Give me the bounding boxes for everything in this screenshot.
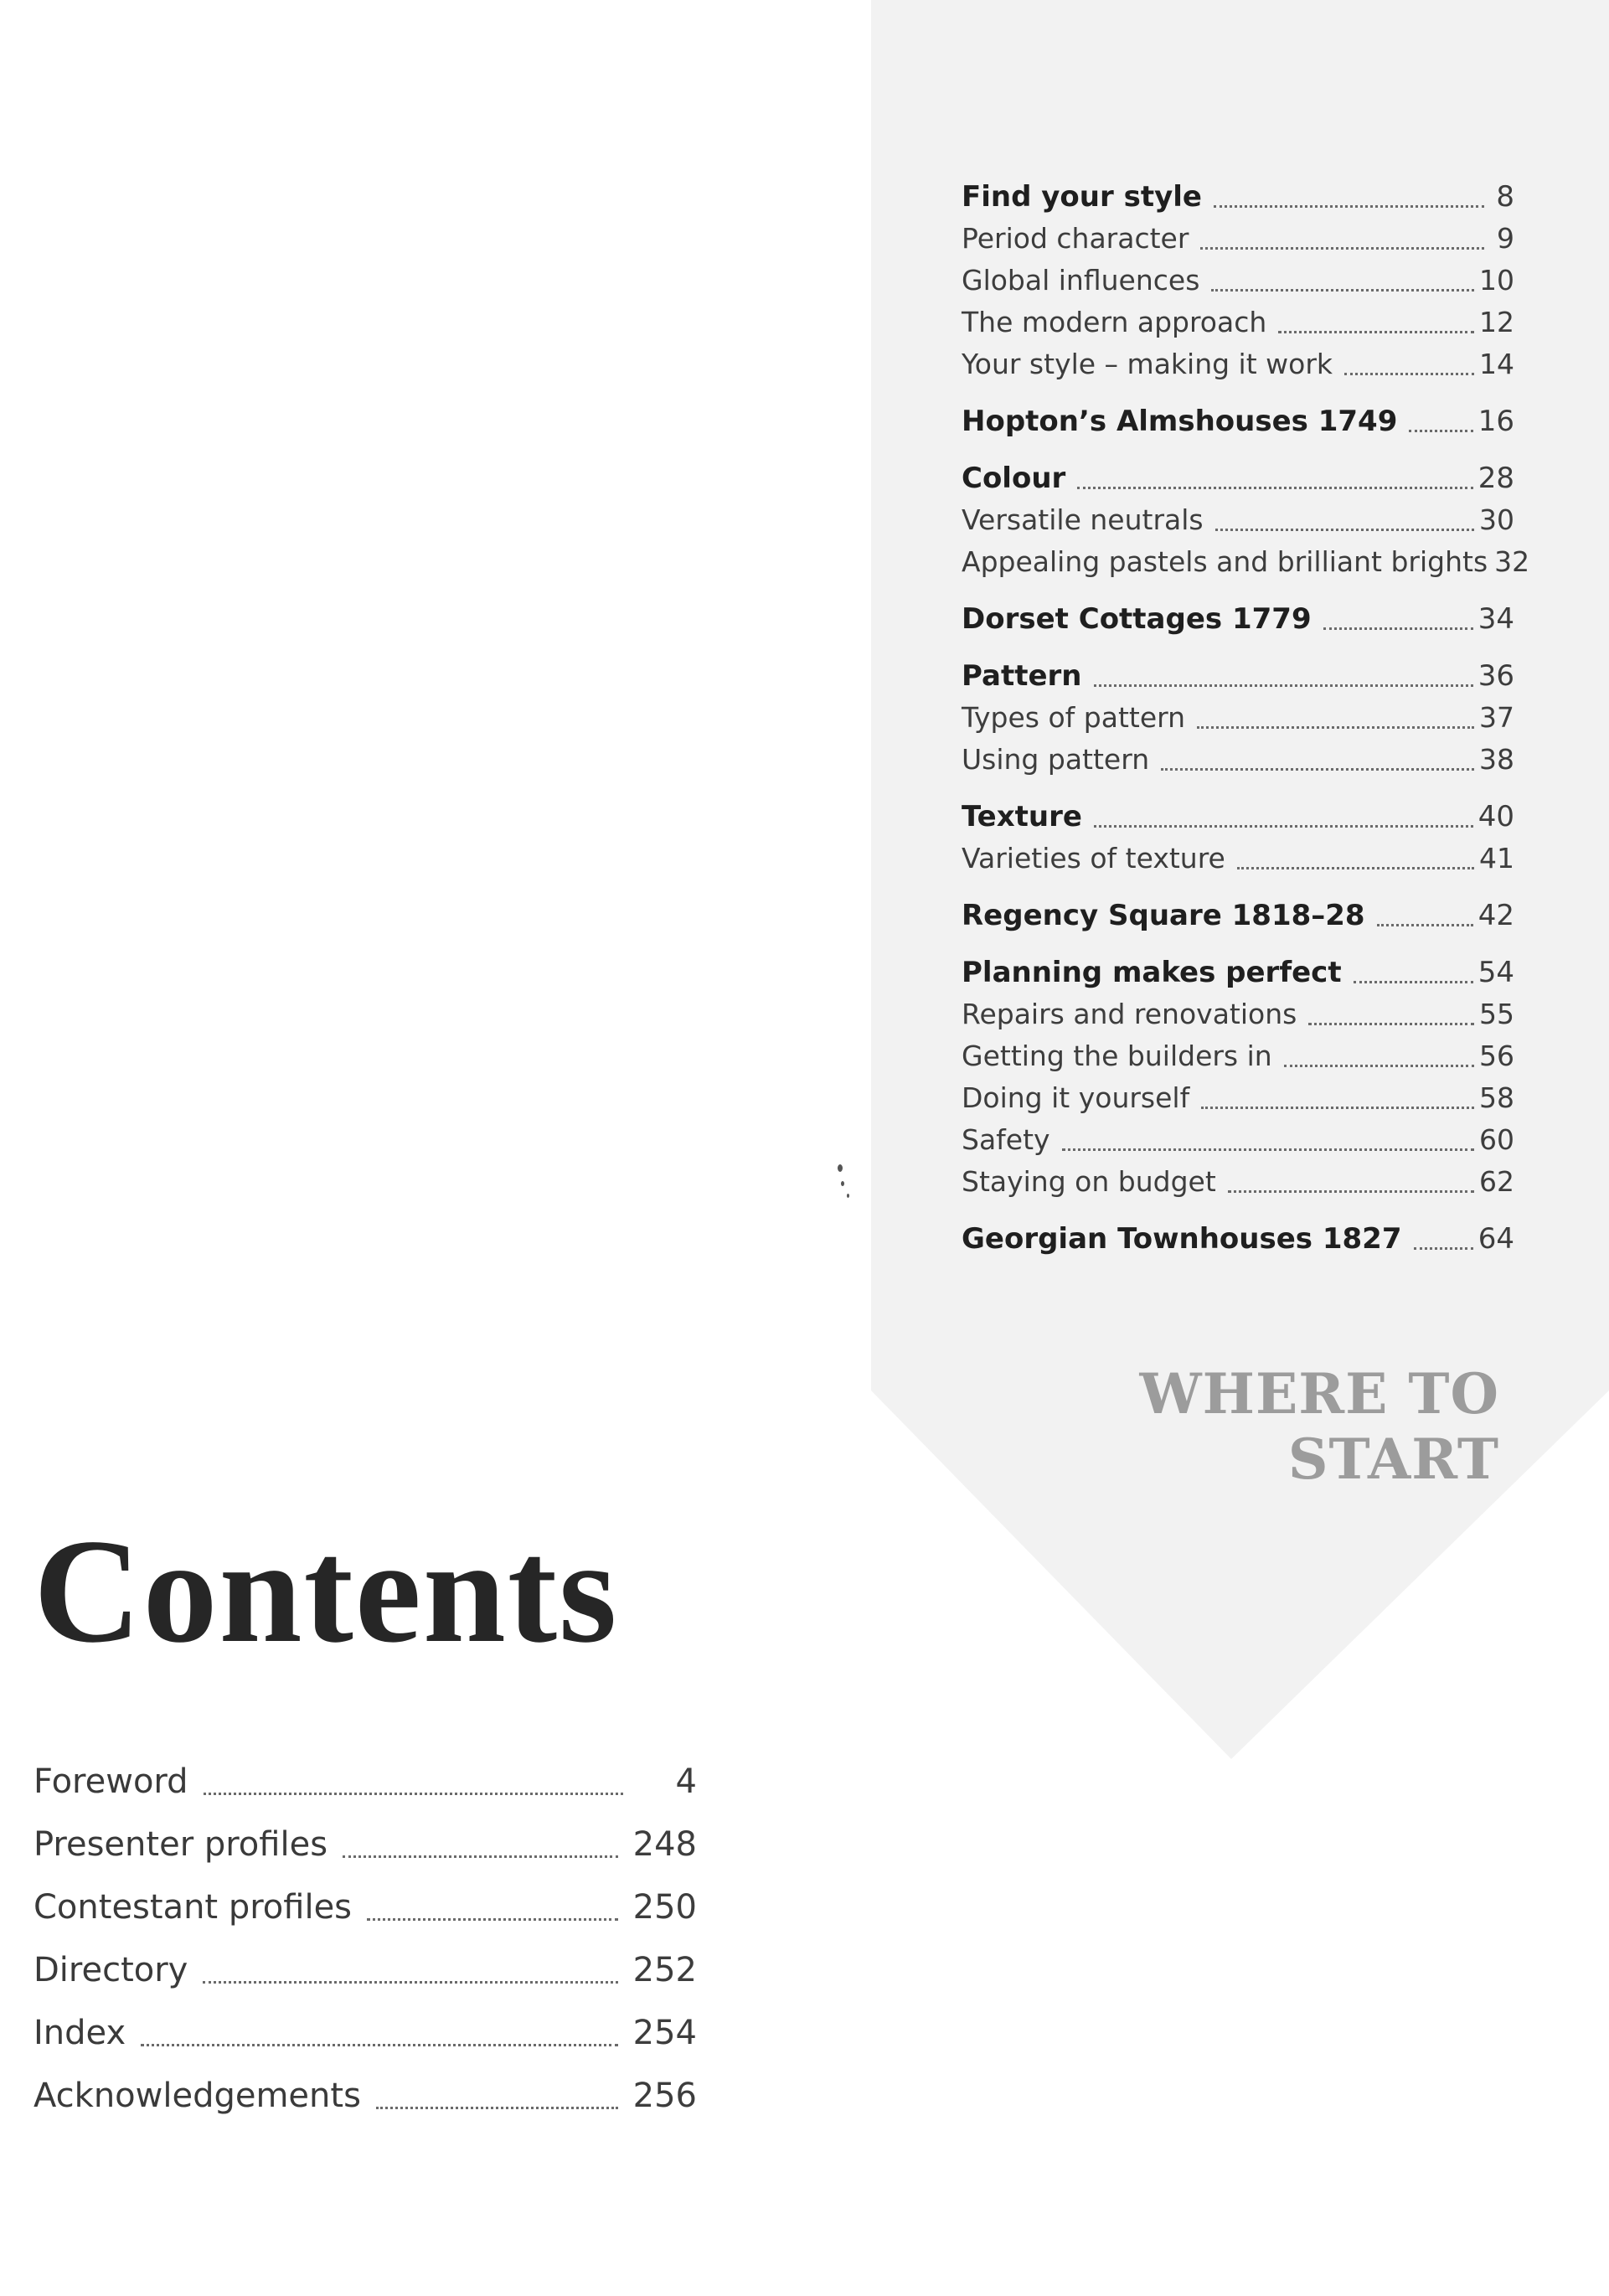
toc-page-number: 58: [1479, 1081, 1514, 1114]
toc-group: [962, 457, 1530, 583]
toc-entry-title: Versatile neutrals: [962, 503, 1204, 536]
contents-entry: [34, 2065, 697, 2128]
toc-group: [962, 598, 1514, 640]
contents-entry: [34, 1814, 697, 1876]
contents-page-number: 248: [632, 1825, 697, 1864]
dot-leader: [1094, 825, 1473, 828]
toc-entry-title: Getting the builders in: [962, 1040, 1272, 1072]
contents-entry-title: Directory: [34, 1951, 188, 1989]
toc-subsection-entry: [962, 1161, 1514, 1203]
toc-page-number: 14: [1479, 348, 1514, 380]
toc-page-number: 42: [1477, 899, 1514, 932]
toc-page-number: 16: [1477, 405, 1514, 438]
toc-page-number: 32: [1494, 545, 1530, 578]
dot-leader: [1377, 924, 1473, 926]
toc-group: [962, 655, 1514, 781]
dot-leader: [1414, 1247, 1473, 1250]
toc-chapter-entry: [962, 655, 1514, 697]
toc-entry-title: Period character: [962, 222, 1189, 255]
dot-leader: [203, 1981, 617, 1984]
contents-entry: [34, 2002, 697, 2065]
toc-subsection-entry: [962, 343, 1514, 385]
toc-page-number: 34: [1477, 602, 1514, 636]
contents-entry-title: Index: [34, 2014, 126, 2052]
contents-entry-title: Foreword: [34, 1762, 188, 1801]
toc-entry-title: Find your style: [962, 180, 1202, 214]
dot-leader: [1161, 768, 1474, 771]
contents-entry: [34, 1751, 697, 1814]
dot-leader: [204, 1793, 623, 1795]
dot-leader: [1094, 684, 1473, 687]
toc-entry-title: Hopton’s Almshouses 1749: [962, 405, 1398, 438]
toc-page-number: 55: [1479, 998, 1514, 1030]
toc-entry-title: Your style – making it work: [962, 348, 1333, 380]
dot-leader: [376, 2107, 618, 2109]
toc-page-number: 60: [1479, 1123, 1514, 1156]
toc-entry-title: Regency Square 1818–28: [962, 899, 1365, 932]
toc-entry-title: Dorset Cottages 1779: [962, 602, 1312, 636]
toc-entry-title: Colour: [962, 462, 1066, 495]
dot-leader: [1237, 867, 1474, 869]
toc-page-number: 62: [1479, 1165, 1514, 1198]
where-to-start-toc: [962, 176, 1530, 1275]
toc-page-number: 8: [1496, 180, 1514, 214]
toc-page-number: 37: [1479, 701, 1514, 734]
toc-entry-title: Types of pattern: [962, 701, 1186, 734]
toc-chapter-entry: [962, 598, 1514, 640]
toc-page-number: 54: [1477, 956, 1514, 989]
toc-group: [962, 895, 1514, 936]
contents-page-number: 252: [632, 1951, 697, 1989]
dot-leader: [1211, 289, 1474, 292]
scan-speck: [841, 1181, 844, 1186]
toc-subsection-entry: [962, 1035, 1514, 1077]
contents-entry-title: Contestant profiles: [34, 1888, 353, 1927]
page-title: Contents: [34, 1508, 619, 1674]
contents-entry: [34, 1876, 697, 1939]
toc-subsection-entry: [962, 739, 1514, 781]
dot-leader: [1214, 205, 1484, 208]
toc-entry-title: Staying on budget: [962, 1165, 1216, 1198]
dot-leader: [1284, 1065, 1474, 1067]
toc-page-number: 10: [1479, 264, 1514, 297]
contents-entry-title: Presenter profiles: [34, 1825, 328, 1864]
dot-leader: [367, 1918, 618, 1921]
toc-subsection-entry: [962, 697, 1514, 739]
toc-entry-title: Georgian Townhouses 1827: [962, 1222, 1402, 1256]
toc-subsection-entry: [962, 499, 1514, 541]
dot-leader: [1062, 1148, 1474, 1151]
dot-leader: [1201, 1107, 1474, 1109]
toc-chapter-entry: [962, 400, 1514, 442]
toc-chapter-entry: [962, 895, 1514, 936]
toc-group: [962, 1218, 1514, 1260]
toc-group: [962, 176, 1514, 385]
contents-page-number: 254: [632, 2014, 697, 2052]
toc-page-number: 64: [1477, 1222, 1514, 1256]
toc-entry-title: Using pattern: [962, 743, 1150, 776]
contents-page-number: 250: [632, 1888, 697, 1927]
contents-entry-title: Acknowledgements: [34, 2077, 361, 2115]
toc-page-number: 9: [1497, 222, 1514, 255]
toc-group: [962, 952, 1514, 1203]
contents-page-number: 256: [632, 2077, 697, 2115]
toc-chapter-entry: [962, 1218, 1514, 1260]
toc-entry-title: Texture: [962, 800, 1082, 833]
toc-page-number: 40: [1477, 800, 1514, 833]
toc-entry-title: Safety: [962, 1123, 1050, 1156]
dot-leader: [1215, 529, 1474, 531]
contents-entry: [34, 1939, 697, 2002]
toc-group: [962, 400, 1514, 442]
toc-entry-title: Pattern: [962, 659, 1082, 693]
toc-subsection-entry: [962, 302, 1514, 343]
dot-leader: [1323, 627, 1473, 630]
toc-subsection-entry: [962, 260, 1514, 302]
toc-page-number: 56: [1479, 1040, 1514, 1072]
dot-leader: [1409, 430, 1472, 432]
dot-leader: [141, 2044, 618, 2046]
toc-chapter-entry: [962, 796, 1514, 838]
toc-subsection-entry: [962, 993, 1514, 1035]
toc-chapter-entry: [962, 952, 1514, 993]
dot-leader: [1200, 247, 1484, 250]
scan-speck: [838, 1164, 843, 1172]
toc-entry-title: The modern approach: [962, 306, 1267, 338]
dot-leader: [1278, 331, 1474, 333]
toc-entry-title: Repairs and renovations: [962, 998, 1297, 1030]
dot-leader: [1197, 726, 1474, 729]
toc-subsection-entry: [962, 541, 1530, 583]
dot-leader: [1077, 487, 1472, 489]
toc-chapter-entry: [962, 457, 1514, 499]
dot-leader: [1354, 981, 1473, 983]
toc-entry-title: Appealing pastels and brilliant brights: [962, 545, 1488, 578]
section-label: WHERE TO START: [1139, 1361, 1499, 1492]
toc-page-number: 36: [1477, 659, 1514, 693]
toc-subsection-entry: [962, 838, 1514, 880]
toc-page-number: 12: [1479, 306, 1514, 338]
toc-group: [962, 796, 1514, 880]
toc-entry-title: Planning makes perfect: [962, 956, 1342, 989]
toc-subsection-entry: [962, 218, 1514, 260]
toc-subsection-entry: [962, 1119, 1514, 1161]
toc-entry-title: Doing it yourself: [962, 1081, 1190, 1114]
toc-chapter-entry: [962, 176, 1514, 218]
scan-speck: [847, 1194, 849, 1198]
toc-page-number: 38: [1479, 743, 1514, 776]
toc-entry-title: Global influences: [962, 264, 1200, 297]
dot-leader: [1228, 1190, 1474, 1193]
contents-page-number: 4: [675, 1762, 697, 1801]
toc-page-number: 28: [1477, 462, 1514, 495]
dot-leader: [343, 1855, 618, 1858]
dot-leader: [1308, 1023, 1474, 1025]
toc-entry-title: Varieties of texture: [962, 842, 1225, 875]
dot-leader: [1344, 373, 1474, 375]
toc-subsection-entry: [962, 1077, 1514, 1119]
toc-page-number: 41: [1479, 842, 1514, 875]
toc-page-number: 30: [1479, 503, 1514, 536]
front-back-matter-list: [34, 1751, 697, 2128]
